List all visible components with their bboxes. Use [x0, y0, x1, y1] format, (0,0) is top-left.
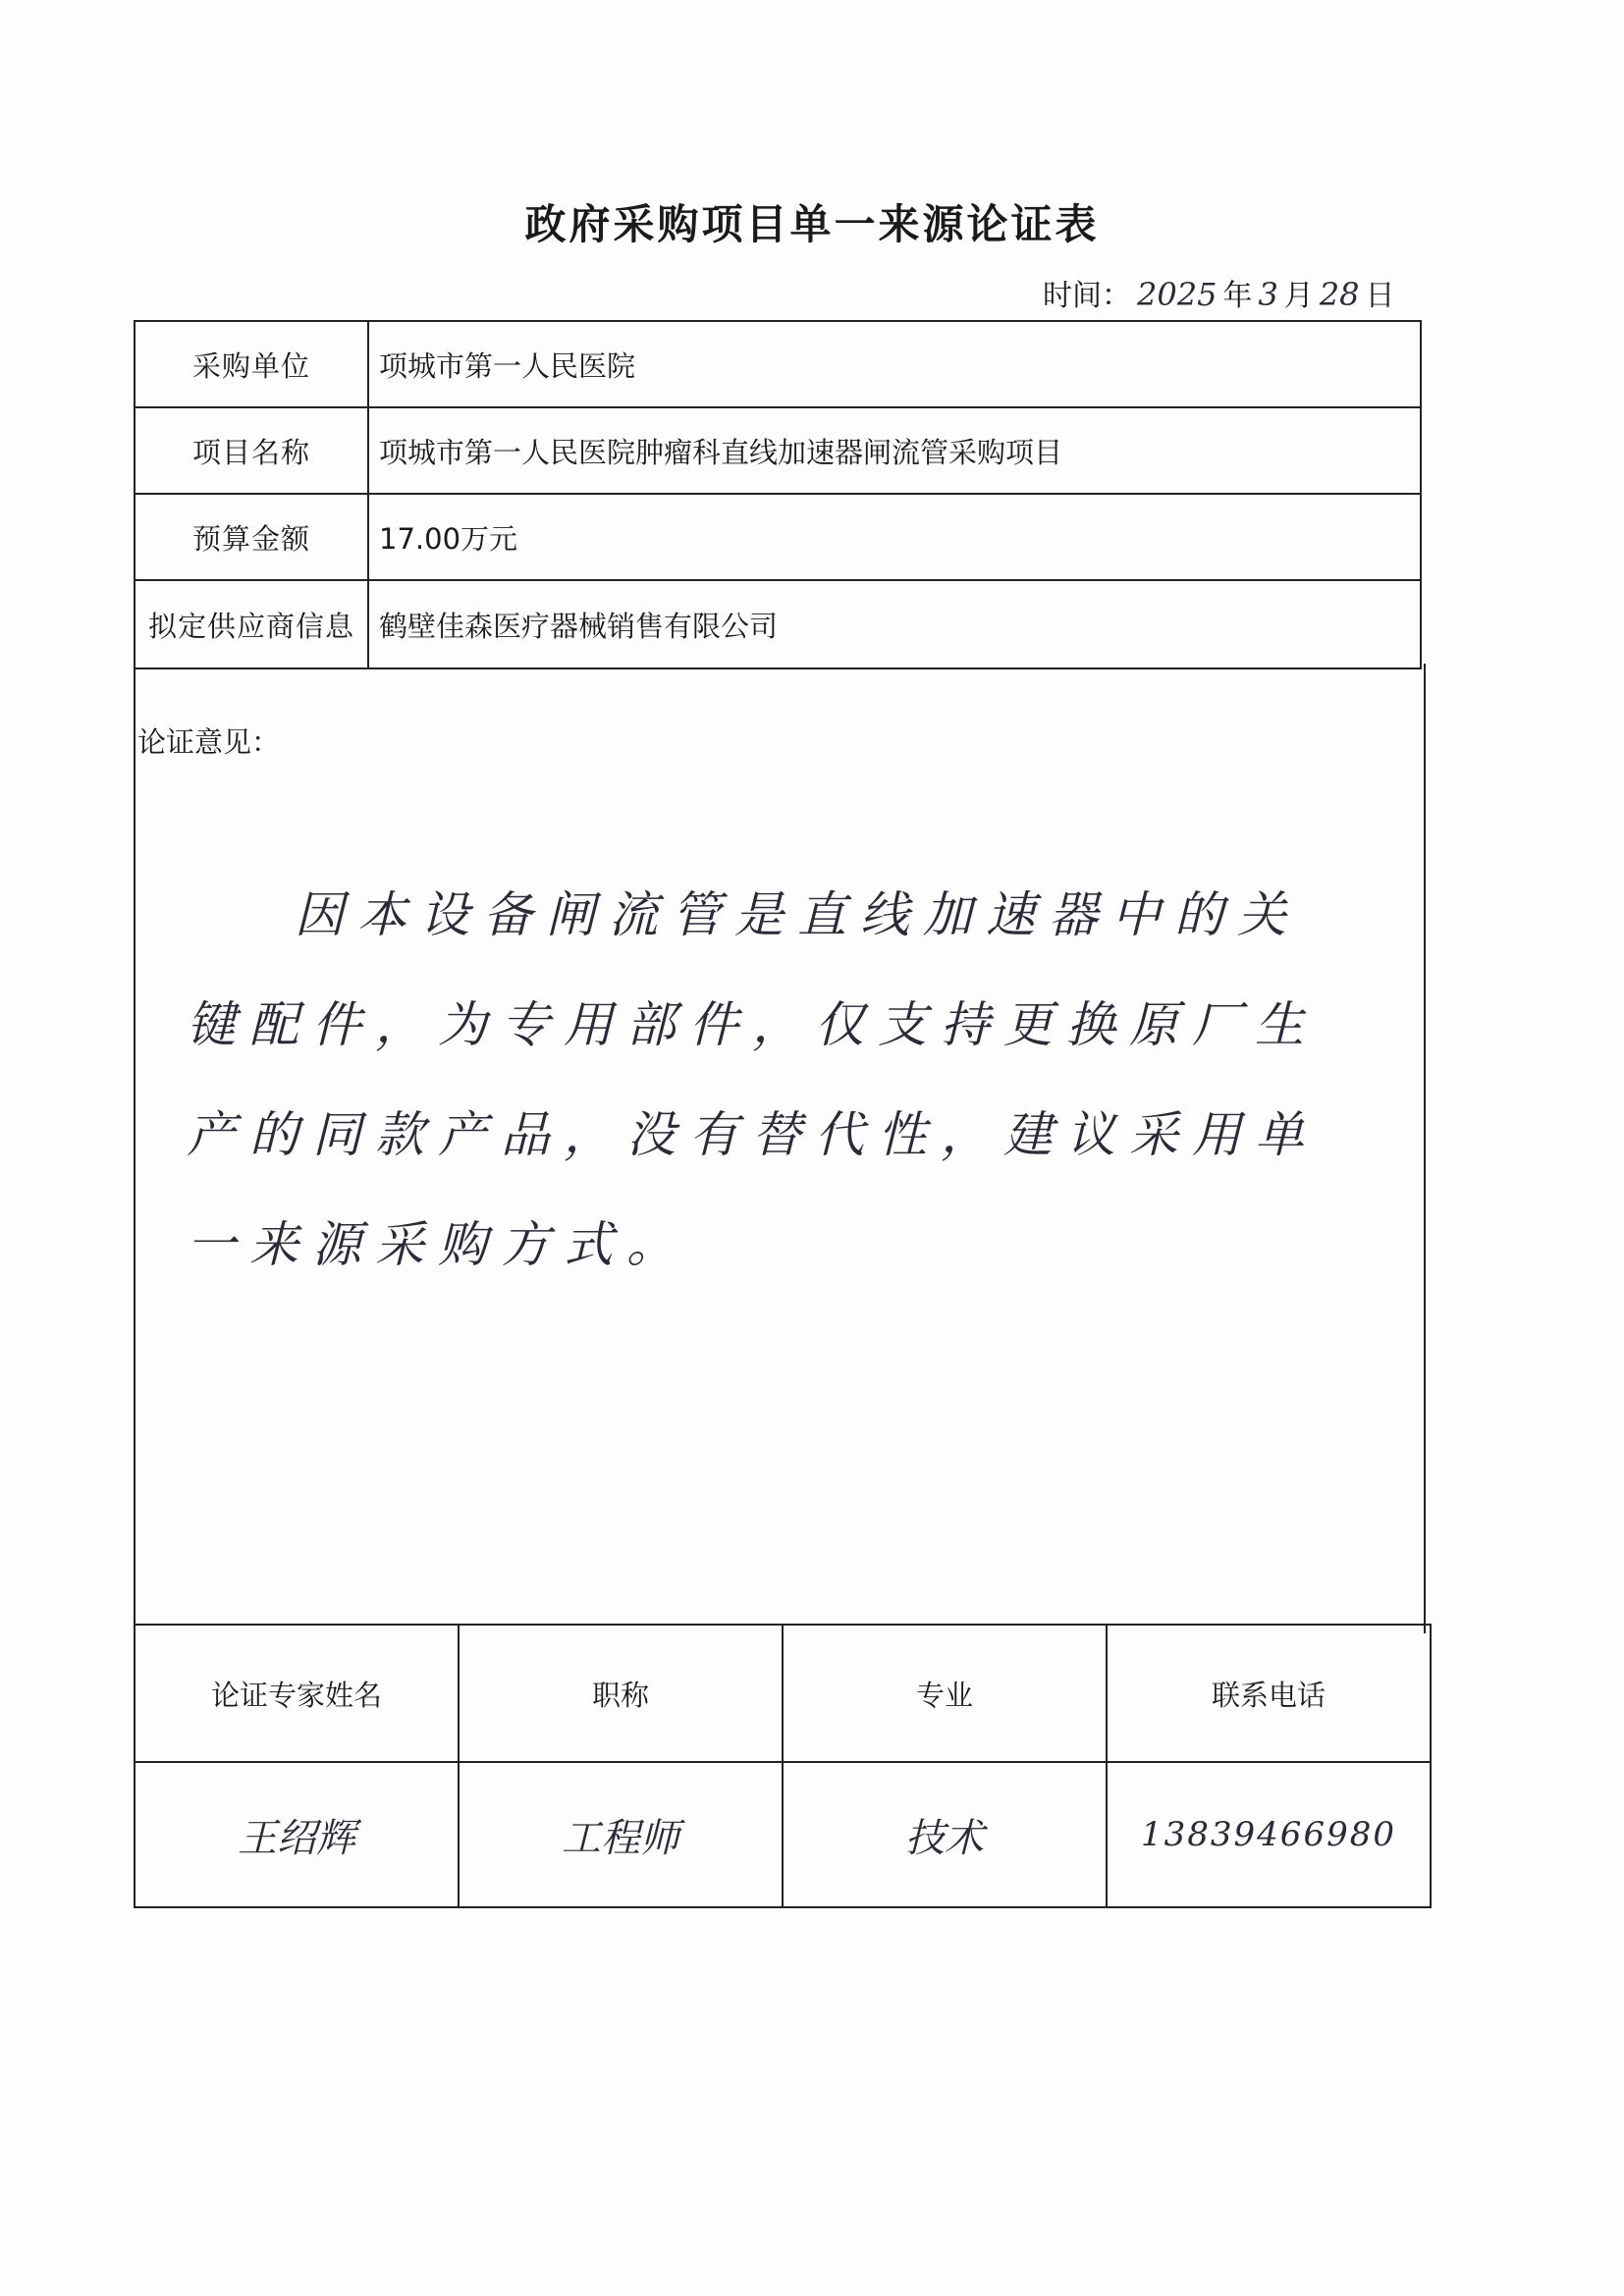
opinion-section — [134, 664, 1426, 1633]
date-label: 时间： — [1043, 279, 1131, 313]
date-year: 2025 — [1137, 276, 1218, 313]
budget-value: 17.00万元 — [368, 494, 1421, 580]
experts-header-row — [135, 1625, 1431, 1762]
date-year-unit: 年 — [1222, 279, 1253, 313]
date-day: 28 — [1319, 276, 1360, 313]
document-title: 政府采购项目单一来源论证表 — [524, 200, 1100, 248]
supplier-value: 鹤壁佳森医疗器械销售有限公司 — [368, 580, 1421, 668]
header-phone: 联系电话 — [1107, 1625, 1431, 1762]
table-row — [135, 1762, 1431, 1907]
opinion-label: 论证意见： — [137, 725, 281, 759]
supplier-row — [135, 580, 1421, 668]
project-value: 项城市第一人民医院肿瘤科直线加速器闸流管采购项目 — [368, 407, 1421, 494]
budget-label: 预算金额 — [135, 494, 368, 580]
experts-table — [134, 1624, 1432, 1908]
info-table — [134, 320, 1422, 669]
header-specialty: 专业 — [783, 1625, 1107, 1762]
opinion-handwritten-text: 因本设备闸流管是直线加速器中的关键配件，为专用部件，仅支持更换原厂生产的同款产品，没有替代性，建议采用单一来源采购方式。 — [187, 886, 1318, 1273]
expert-phone: 13839466980 — [1107, 1762, 1431, 1907]
expert-title: 工程师 — [459, 1762, 783, 1907]
purchaser-value: 项城市第一人民医院 — [368, 321, 1421, 407]
date-month: 3 — [1258, 276, 1278, 313]
header-title: 职称 — [459, 1625, 783, 1762]
supplier-label: 拟定供应商信息 — [135, 580, 368, 668]
purchaser-row — [135, 321, 1421, 407]
date-line — [1043, 271, 1395, 314]
budget-row — [135, 494, 1421, 580]
project-label: 项目名称 — [135, 407, 368, 494]
expert-name-signature: 王绍辉 — [135, 1762, 459, 1907]
header-expert-name: 论证专家姓名 — [135, 1625, 459, 1762]
purchaser-label: 采购单位 — [135, 321, 368, 407]
date-month-unit: 月 — [1283, 279, 1314, 313]
date-day-unit: 日 — [1365, 279, 1395, 313]
expert-specialty: 技术 — [783, 1762, 1107, 1907]
project-row — [135, 407, 1421, 494]
